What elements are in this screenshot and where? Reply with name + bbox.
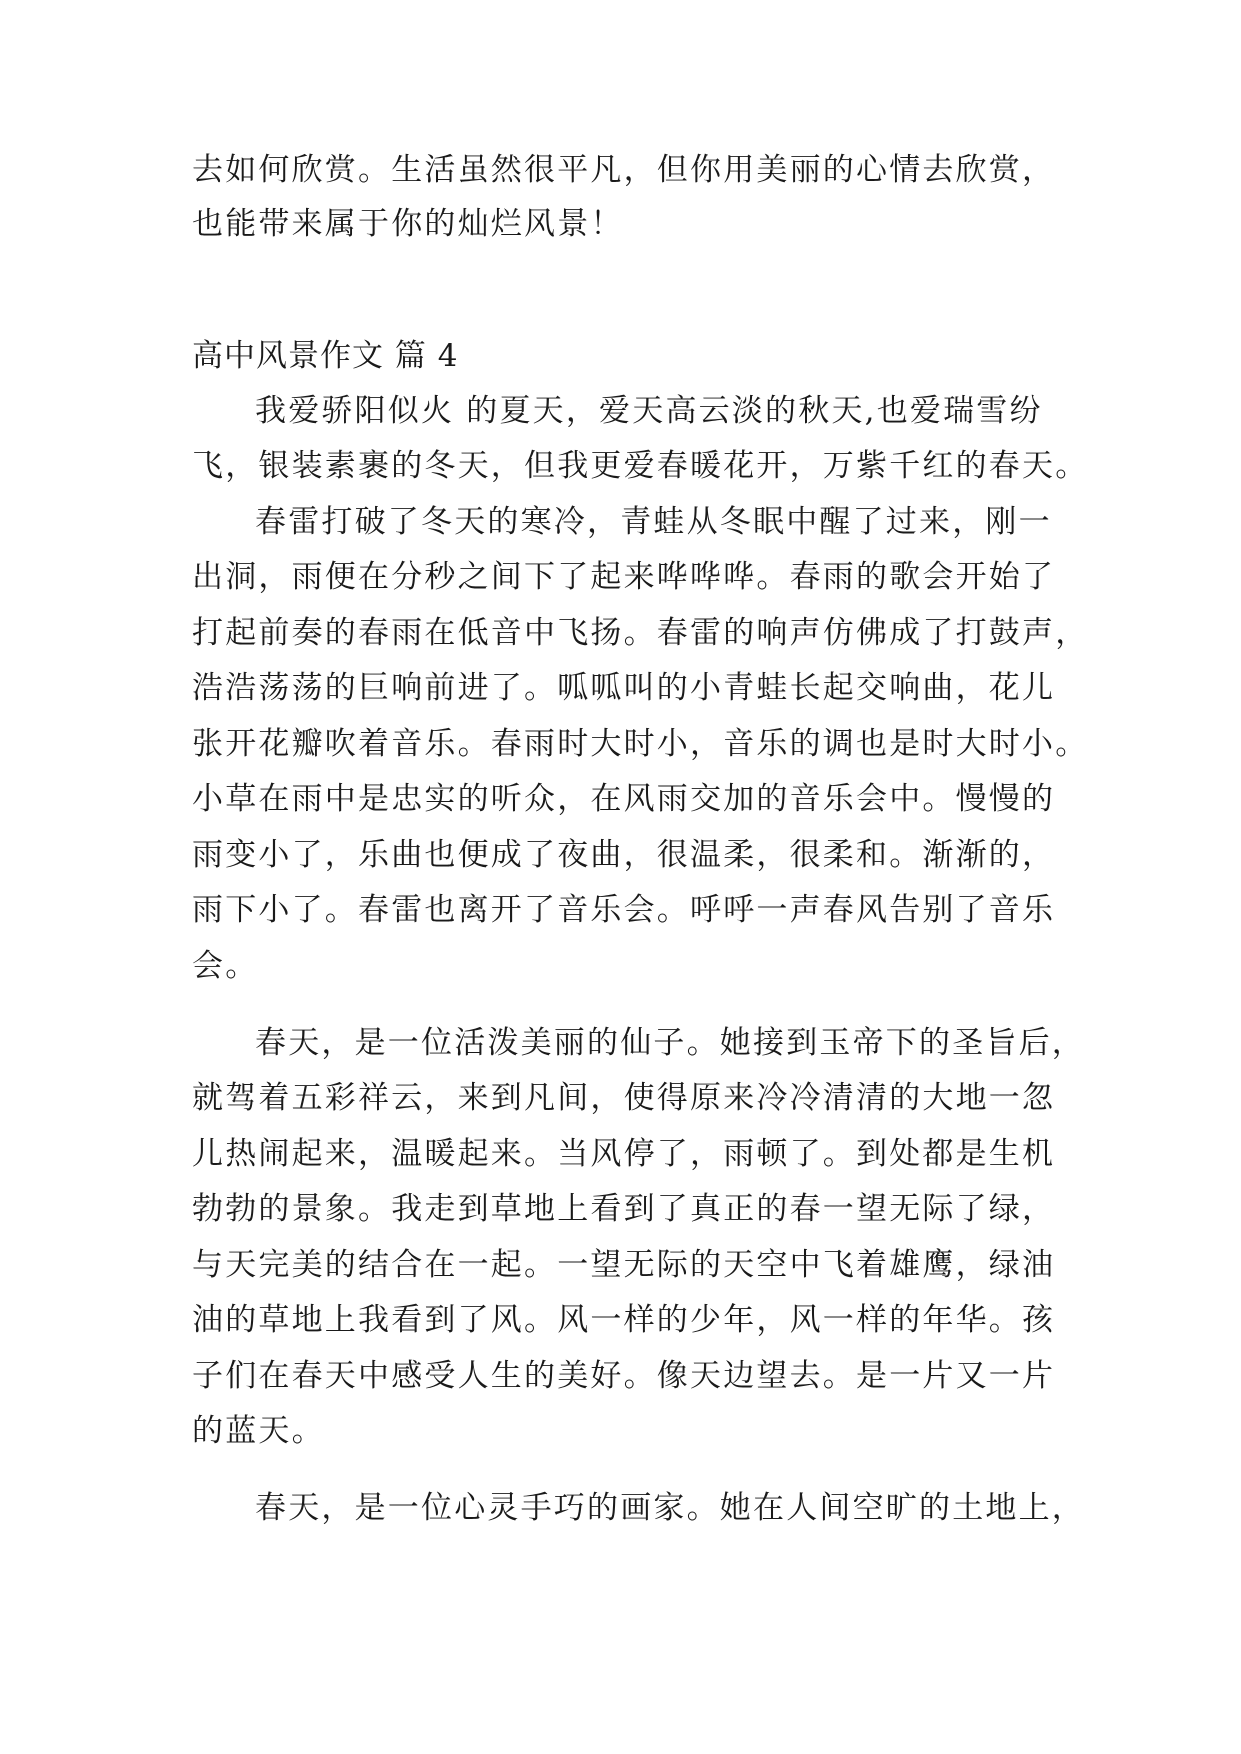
text-line: 油的草地上我看到了风。风一样的少年，风一样的年华。孩	[192, 1302, 1056, 1338]
text-line: 去如何欣赏。生活虽然很平凡，但你用美丽的心情去欣赏，	[192, 152, 1056, 188]
text-line: 我爱骄阳似火 的夏天，爱天高云淡的秋天,也爱瑞雪纷	[255, 393, 1043, 429]
text-line: 出洞，雨便在分秒之间下了起来哗哗哗。春雨的歌会开始了	[192, 559, 1056, 595]
text-line: 子们在春天中感受人生的美好。像天边望去。是一片又一片	[192, 1358, 1056, 1394]
text-line: 就驾着五彩祥云，来到凡间，使得原来冷冷清清的大地一忽	[192, 1080, 1056, 1116]
text-line: 小草在雨中是忠实的听众，在风雨交加的音乐会中。慢慢的	[192, 781, 1056, 817]
text-line: 春天，是一位活泼美丽的仙子。她接到玉帝下的圣旨后，	[255, 1025, 1085, 1061]
text-line: 春雷打破了冬天的寒冷，青蛙从冬眠中醒了过来，刚一	[255, 504, 1052, 540]
text-line: 勃勃的景象。我走到草地上看到了真正的春一望无际了绿，	[192, 1191, 1056, 1227]
text-line: 雨下小了。春雷也离开了音乐会。呼呼一声春风告别了音乐	[192, 892, 1056, 928]
text-line: 雨变小了，乐曲也便成了夜曲，很温柔，很柔和。渐渐的，	[192, 837, 1056, 873]
section-title: 高中风景作文 篇 4	[192, 338, 459, 374]
text-line: 张开花瓣吹着音乐。春雨时大时小，音乐的调也是时大时小。	[192, 726, 1089, 762]
text-line: 春天，是一位心灵手巧的画家。她在人间空旷的土地上，	[255, 1490, 1085, 1526]
text-line: 儿热闹起来，温暖起来。当风停了，雨顿了。到处都是生机	[192, 1136, 1056, 1172]
text-line: 与天完美的结合在一起。一望无际的天空中飞着雄鹰，绿油	[192, 1247, 1056, 1283]
text-line: 打起前奏的春雨在低音中飞扬。春雷的响声仿佛成了打鼓声，	[192, 615, 1089, 651]
text-line: 会。	[192, 948, 259, 984]
text-line: 的蓝天。	[192, 1413, 325, 1449]
text-line: 飞，银装素裹的冬天，但我更爱春暖花开，万紫千红的春天。	[192, 448, 1089, 484]
text-line: 也能带来属于你的灿烂风景！	[192, 206, 624, 242]
text-line: 浩浩荡荡的巨响前进了。呱呱叫的小青蛙长起交响曲，花儿	[192, 670, 1056, 706]
